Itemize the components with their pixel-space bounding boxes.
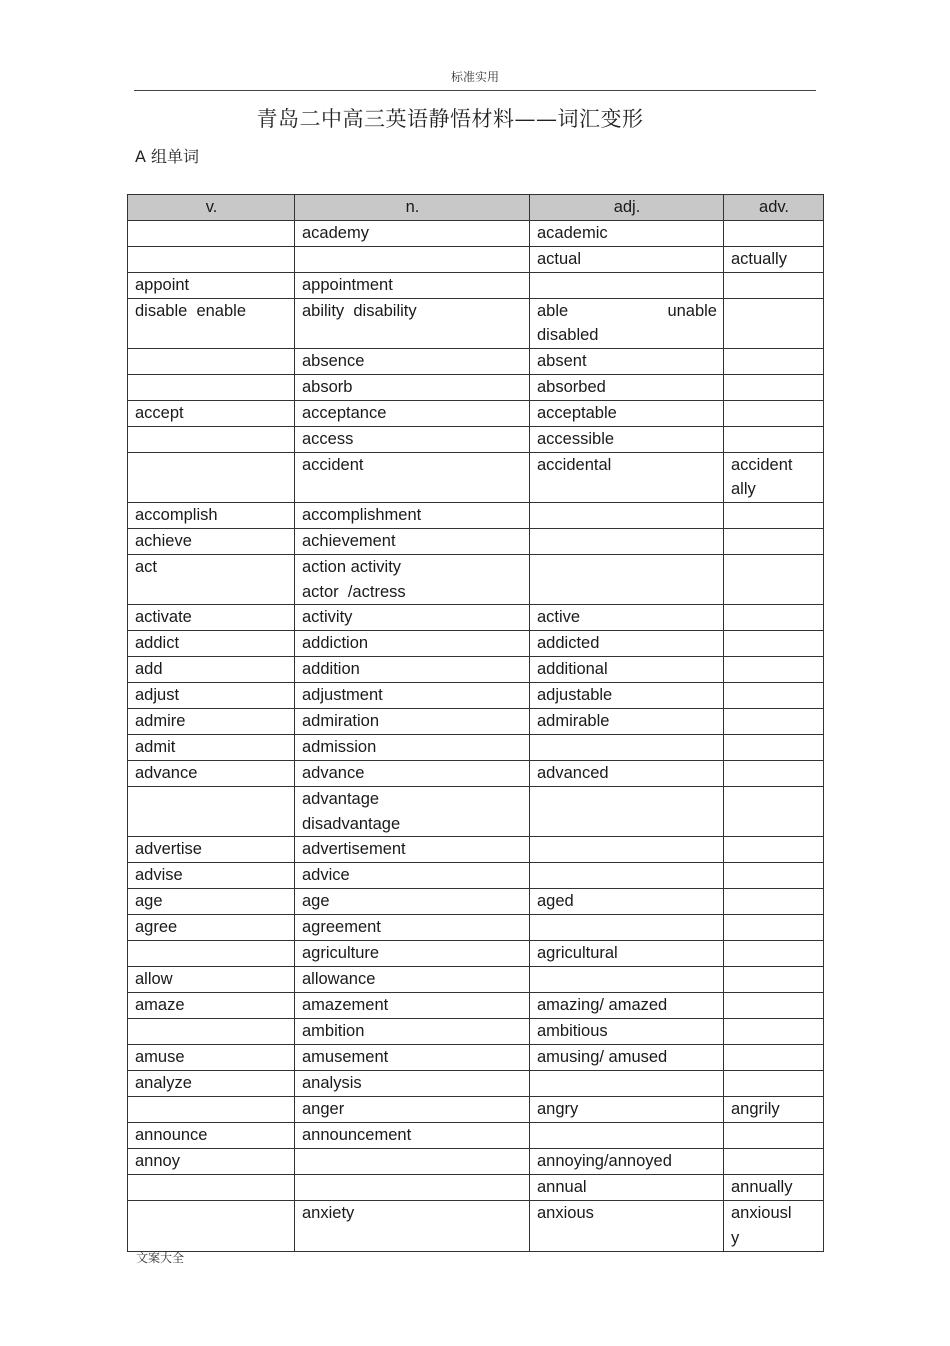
adverb-cell: accident ally — [724, 452, 824, 502]
table-row — [128, 915, 824, 941]
adverb-cell: anxiousl y — [724, 1201, 824, 1251]
verb-cell: achieve — [128, 528, 295, 554]
verb-cell — [128, 348, 295, 374]
adjective-cell: annual — [530, 1175, 724, 1201]
verb-cell: allow — [128, 967, 295, 993]
adjective-cell: accessible — [530, 426, 724, 452]
noun-cell — [295, 1149, 530, 1175]
noun-cell: agreement — [295, 915, 530, 941]
noun-cell: allowance — [295, 967, 530, 993]
table-row — [128, 1123, 824, 1149]
noun-cell: absorb — [295, 374, 530, 400]
verb-cell: accept — [128, 400, 295, 426]
adverb-cell — [724, 967, 824, 993]
page-footer: 文案大全 — [136, 1251, 185, 1265]
verb-cell: age — [128, 889, 295, 915]
adverb-cell: angrily — [724, 1097, 824, 1123]
table-row — [128, 1045, 824, 1071]
verb-cell: activate — [128, 605, 295, 631]
table-row — [128, 863, 824, 889]
noun-cell: appointment — [295, 272, 530, 298]
adjective-cell: amazing/ amazed — [530, 993, 724, 1019]
adjective-cell: annoying/annoyed — [530, 1149, 724, 1175]
verb-cell — [128, 452, 295, 502]
adjective-cell: absorbed — [530, 374, 724, 400]
adjective-cell: actual — [530, 246, 724, 272]
adjective-cell: additional — [530, 657, 724, 683]
adverb-cell — [724, 400, 824, 426]
verb-cell — [128, 426, 295, 452]
noun-cell: advantage disadvantage — [295, 787, 530, 837]
adverb-cell — [724, 631, 824, 657]
noun-cell — [295, 246, 530, 272]
table-row — [128, 400, 824, 426]
adjective-cell — [530, 735, 724, 761]
verb-cell — [128, 1201, 295, 1251]
verb-cell: announce — [128, 1123, 295, 1149]
verb-cell: advise — [128, 863, 295, 889]
noun-cell: amazement — [295, 993, 530, 1019]
adjective-cell: agricultural — [530, 941, 724, 967]
noun-cell: admiration — [295, 709, 530, 735]
noun-cell: adjustment — [295, 683, 530, 709]
noun-cell: anger — [295, 1097, 530, 1123]
adjective-cell: aged — [530, 889, 724, 915]
header-adjective: adj. — [530, 195, 724, 221]
verb-cell — [128, 246, 295, 272]
adjective-cell: able unable disabled — [530, 298, 724, 348]
document-title: 青岛二中高三英语静悟材料——词汇变形 — [256, 107, 644, 131]
noun-cell: ability disability — [295, 298, 530, 348]
noun-cell: advance — [295, 761, 530, 787]
adverb-cell — [724, 1149, 824, 1175]
adverb-cell — [724, 735, 824, 761]
table-row — [128, 889, 824, 915]
table-row — [128, 502, 824, 528]
adverb-cell — [724, 298, 824, 348]
adjective-cell: angry — [530, 1097, 724, 1123]
adjective-cell — [530, 554, 724, 604]
noun-cell: access — [295, 426, 530, 452]
noun-cell: analysis — [295, 1071, 530, 1097]
noun-cell: accident — [295, 452, 530, 502]
adjective-cell: anxious — [530, 1201, 724, 1251]
adverb-cell — [724, 272, 824, 298]
noun-cell: anxiety — [295, 1201, 530, 1251]
adjective-cell: adjustable — [530, 683, 724, 709]
table-row — [128, 1097, 824, 1123]
adverb-cell — [724, 220, 824, 246]
table-row — [128, 683, 824, 709]
header-adverb: adv. — [724, 195, 824, 221]
adjective-cell — [530, 502, 724, 528]
table-row — [128, 298, 824, 348]
adverb-cell — [724, 426, 824, 452]
verb-cell — [128, 220, 295, 246]
noun-cell: action activity actor /actress — [295, 554, 530, 604]
adverb-cell — [724, 787, 824, 837]
adjective-cell — [530, 837, 724, 863]
noun-cell: agriculture — [295, 941, 530, 967]
adjective-cell: amusing/ amused — [530, 1045, 724, 1071]
noun-cell: advice — [295, 863, 530, 889]
header-noun: n. — [295, 195, 530, 221]
adjective-cell — [530, 915, 724, 941]
verb-cell — [128, 374, 295, 400]
verb-cell: amaze — [128, 993, 295, 1019]
noun-cell: admission — [295, 735, 530, 761]
adjective-cell — [530, 863, 724, 889]
noun-cell: advertisement — [295, 837, 530, 863]
adverb-cell — [724, 915, 824, 941]
adjective-cell: absent — [530, 348, 724, 374]
noun-cell: activity — [295, 605, 530, 631]
adjective-cell: admirable — [530, 709, 724, 735]
table-row — [128, 272, 824, 298]
verb-cell — [128, 1097, 295, 1123]
table-row — [128, 993, 824, 1019]
verb-cell: advertise — [128, 837, 295, 863]
verb-cell: agree — [128, 915, 295, 941]
adjective-cell: acceptable — [530, 400, 724, 426]
adverb-cell — [724, 709, 824, 735]
table-row — [128, 528, 824, 554]
header-verb: v. — [128, 195, 295, 221]
adjective-cell — [530, 528, 724, 554]
adverb-cell — [724, 889, 824, 915]
table-row — [128, 1019, 824, 1045]
adverb-cell — [724, 1045, 824, 1071]
verb-cell — [128, 1019, 295, 1045]
table-body — [128, 220, 824, 1251]
adverb-cell — [724, 683, 824, 709]
adverb-cell — [724, 1071, 824, 1097]
verb-cell: act — [128, 554, 295, 604]
table-row — [128, 246, 824, 272]
verb-cell: analyze — [128, 1071, 295, 1097]
noun-cell: addition — [295, 657, 530, 683]
adverb-cell — [724, 863, 824, 889]
verb-cell: advance — [128, 761, 295, 787]
table-row — [128, 1175, 824, 1201]
adverb-cell — [724, 554, 824, 604]
noun-cell: announcement — [295, 1123, 530, 1149]
adjective-cell — [530, 1123, 724, 1149]
verb-cell: annoy — [128, 1149, 295, 1175]
adjective-cell — [530, 787, 724, 837]
verb-cell: addict — [128, 631, 295, 657]
adverb-cell — [724, 837, 824, 863]
table-row — [128, 554, 824, 604]
verb-cell: add — [128, 657, 295, 683]
adverb-cell — [724, 941, 824, 967]
table-row — [128, 967, 824, 993]
adverb-cell — [724, 761, 824, 787]
adjective-cell: advanced — [530, 761, 724, 787]
adjective-cell: addicted — [530, 631, 724, 657]
adjective-cell — [530, 272, 724, 298]
table-header-row — [128, 195, 824, 221]
adverb-cell — [724, 1019, 824, 1045]
adjective-cell: academic — [530, 220, 724, 246]
adjective-cell: active — [530, 605, 724, 631]
adverb-cell — [724, 605, 824, 631]
adjective-cell: accidental — [530, 452, 724, 502]
adverb-cell — [724, 502, 824, 528]
vocabulary-table — [127, 194, 824, 1252]
noun-cell: amusement — [295, 1045, 530, 1071]
table-row — [128, 605, 824, 631]
verb-cell: admit — [128, 735, 295, 761]
table-row — [128, 837, 824, 863]
adverb-cell — [724, 993, 824, 1019]
noun-cell: addiction — [295, 631, 530, 657]
verb-cell: amuse — [128, 1045, 295, 1071]
table-row — [128, 348, 824, 374]
adverb-cell — [724, 657, 824, 683]
table-row — [128, 761, 824, 787]
noun-cell: absence — [295, 348, 530, 374]
adjective-cell — [530, 1071, 724, 1097]
noun-cell: age — [295, 889, 530, 915]
verb-cell: appoint — [128, 272, 295, 298]
adverb-cell — [724, 348, 824, 374]
verb-cell — [128, 941, 295, 967]
header-rule — [134, 90, 816, 91]
table-row — [128, 1201, 824, 1251]
table-row — [128, 941, 824, 967]
table-row — [128, 735, 824, 761]
verb-cell — [128, 787, 295, 837]
verb-cell: accomplish — [128, 502, 295, 528]
noun-cell: academy — [295, 220, 530, 246]
table-row — [128, 374, 824, 400]
table-row — [128, 426, 824, 452]
table-row — [128, 787, 824, 837]
group-label: A 组单词 — [135, 147, 200, 166]
table-row — [128, 657, 824, 683]
noun-cell: achievement — [295, 528, 530, 554]
adverb-cell: actually — [724, 246, 824, 272]
adverb-cell — [724, 374, 824, 400]
table-row — [128, 1149, 824, 1175]
verb-cell: admire — [128, 709, 295, 735]
noun-cell: acceptance — [295, 400, 530, 426]
adverb-cell — [724, 528, 824, 554]
table-row — [128, 452, 824, 502]
verb-cell — [128, 1175, 295, 1201]
table-row — [128, 220, 824, 246]
verb-cell: adjust — [128, 683, 295, 709]
verb-cell: disable enable — [128, 298, 295, 348]
adverb-cell: annually — [724, 1175, 824, 1201]
table-row — [128, 1071, 824, 1097]
noun-cell: ambition — [295, 1019, 530, 1045]
noun-cell — [295, 1175, 530, 1201]
adjective-cell: ambitious — [530, 1019, 724, 1045]
adverb-cell — [724, 1123, 824, 1149]
page-header: 标准实用 — [450, 70, 499, 84]
table-row — [128, 631, 824, 657]
noun-cell: accomplishment — [295, 502, 530, 528]
adjective-cell — [530, 967, 724, 993]
table-row — [128, 709, 824, 735]
